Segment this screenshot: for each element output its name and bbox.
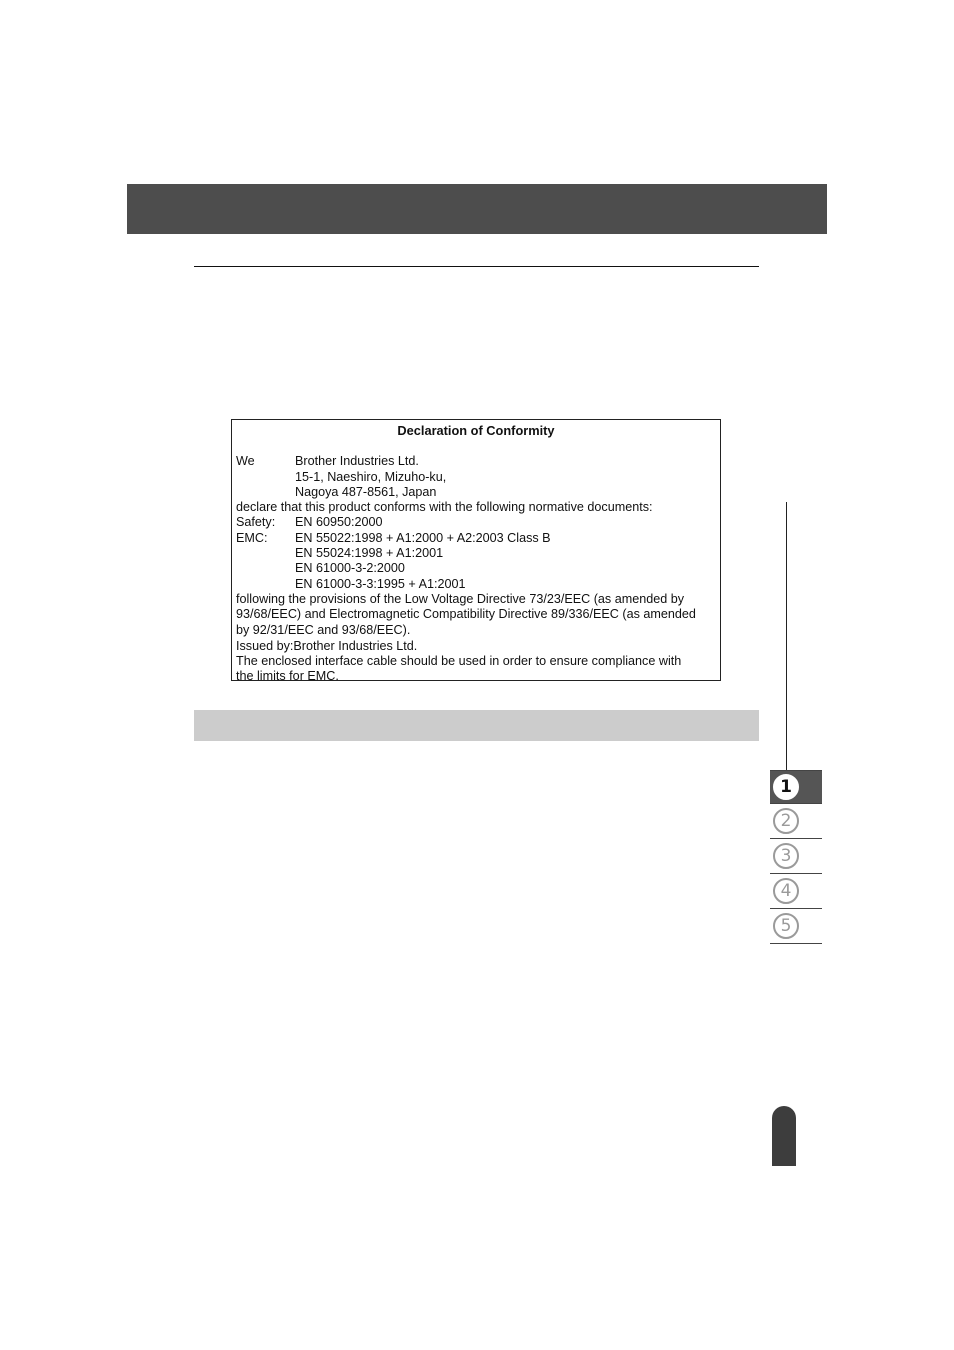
chapter-number-icon: 2 [773, 808, 799, 834]
emc-standard: EN 55024:1998 + A1:2001 [295, 546, 444, 561]
chapter-tab-2[interactable] [770, 805, 822, 839]
emc-standard: EN 55022:1998 + A1:2000 + A2:2003 Class B [295, 530, 551, 545]
chapter-tab-3[interactable] [770, 840, 822, 874]
declare-text: declare that this product conforms with the following normative documents: [236, 500, 653, 515]
header-band [127, 184, 827, 234]
safety-standard: EN 60950:2000 [295, 515, 383, 530]
emc-label: EMC: [236, 530, 268, 545]
we-row [236, 454, 716, 469]
address-line-1: 15-1, Naeshiro, Mizuho-ku, [295, 469, 447, 484]
we-label: We [236, 454, 255, 469]
address-line-2: Nagoya 487-8561, Japan [295, 484, 437, 499]
chapter-tab-5[interactable] [770, 910, 822, 944]
chapter-number-icon: 5 [773, 913, 799, 939]
issued-by: Issued by:Brother Industries Ltd. [236, 638, 418, 653]
safety-row [236, 515, 716, 530]
provisions-line: 93/68/EEC) and Electromagnetic Compatibility Directive 89/336/EEC (as amended [236, 607, 696, 622]
declaration-of-conformity-box [231, 419, 721, 684]
cable-note-line: The enclosed interface cable should be used in order to ensure compliance with [236, 654, 682, 669]
safety-label: Safety: [236, 515, 276, 530]
page-number-tab [772, 1106, 796, 1166]
chapter-number-icon: 3 [773, 843, 799, 869]
chapter-tab-1[interactable] [770, 770, 822, 804]
provisions-line: following the provisions of the Low Voltage Directive 73/23/EEC (as amended by [236, 591, 685, 606]
chapter-number-icon: 4 [773, 878, 799, 904]
cable-note-line: the limits for EMC. [236, 669, 339, 684]
emc-row [236, 531, 716, 546]
chapter-tab-4[interactable] [770, 875, 822, 909]
chapter-indicator-line [786, 502, 787, 772]
chapter-number-icon: 1 [773, 774, 799, 800]
section-rule [194, 266, 759, 267]
emc-standard: EN 61000-3-2:2000 [295, 561, 405, 576]
declaration-title: Declaration of Conformity [397, 423, 555, 438]
emc-standard: EN 61000-3-3:1995 + A1:2001 [295, 576, 466, 591]
provisions-line: by 92/31/EEC and 93/68/EEC). [236, 622, 411, 637]
section-heading-band [194, 710, 759, 741]
company-name: Brother Industries Ltd. [295, 454, 419, 469]
